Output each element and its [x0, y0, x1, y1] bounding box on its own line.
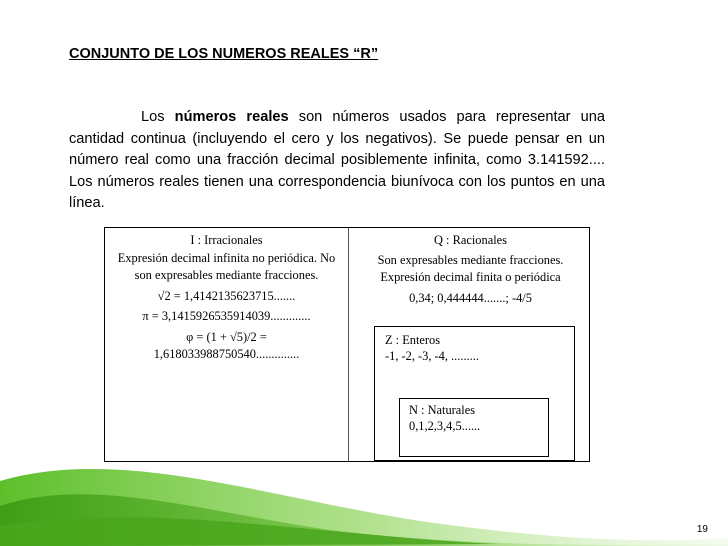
irracionales-example-phi-line2: 1,618033988750540.............. — [153, 347, 300, 361]
irracionales-heading: I : Irracionales — [190, 233, 263, 247]
enteros-heading: Z : Enteros — [385, 333, 441, 347]
racionales-description-2: Expresión decimal finita o periódica — [380, 270, 561, 284]
page-title: CONJUNTO DE LOS NUMEROS REALES “R” — [69, 46, 379, 62]
irracionales-description: Expresión decimal infinita no periódica. No son expresables mediante fracciones. — [117, 250, 336, 282]
enteros-box — [374, 326, 575, 461]
irracionales-column — [105, 232, 348, 364]
column-divider — [348, 228, 349, 461]
page-number: 19 — [696, 524, 708, 535]
irracionales-example-phi-line1: φ = (1 + √5)/2 = — [186, 329, 267, 344]
racionales-column — [350, 232, 591, 307]
naturales-examples: 0,1,2,3,4,5...... — [409, 419, 481, 433]
naturales-heading: N : Naturales — [409, 403, 476, 417]
paragraph-rest: son números usados para representar una cantidad continua (incluyendo el cero y los negativos). Se puede pensar en un número real como una fracción decimal posiblemente infinita, como 3.141592.... Los números reales tienen una correspondencia biunívoca con los puntos en una línea. — [69, 109, 605, 211]
irracionales-example-pi: π = 3,1415926535914039............. — [142, 309, 311, 323]
racionales-examples: 0,34; 0,444444.......; -4/5 — [409, 290, 532, 305]
real-numbers-diagram — [104, 227, 590, 462]
enteros-examples: -1, -2, -3, -4, ......... — [385, 349, 479, 363]
racionales-heading: Q : Racionales — [434, 233, 507, 247]
racionales-description-1: Son expresables mediante fracciones. — [377, 252, 564, 267]
irracionales-example-sqrt2: √2 = 1,4142135623715....... — [157, 288, 296, 303]
intro-paragraph — [69, 107, 605, 215]
paragraph-bold-term: números reales — [174, 109, 289, 125]
paragraph-lead: Los — [141, 109, 175, 125]
naturales-box — [399, 398, 549, 457]
